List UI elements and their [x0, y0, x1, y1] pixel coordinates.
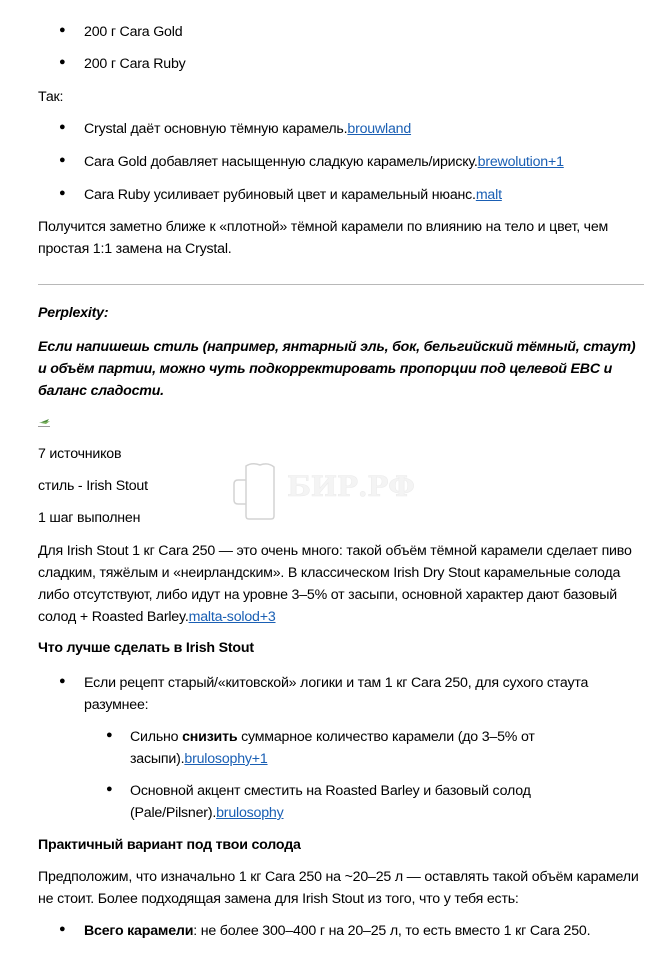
item-text: суммарное количество карамели (до 3–5% от засыпи).: [130, 729, 535, 767]
item-bold-text: Всего карамели: [84, 923, 194, 939]
bullet-icon: ●: [106, 783, 113, 795]
bullet-icon: ●: [59, 923, 66, 935]
item-bold-text: снизить: [182, 729, 238, 745]
bullet-icon: ●: [59, 121, 66, 133]
beer-mug-icon: [232, 462, 442, 522]
tak-label: Так:: [38, 89, 64, 105]
perplexity-label: Perplexity:: [38, 305, 109, 321]
item-text: Основной акцент сместить на Roasted Barley и базовый солод (Pale/Pilsner).: [130, 783, 531, 821]
list-item: [84, 118, 624, 140]
item-text: Cara Gold добавляет насыщенную сладкую карамель/ириску.: [84, 154, 478, 170]
intro-paragraph: [38, 540, 644, 628]
source-link[interactable]: malta-solod+3: [188, 609, 276, 625]
list-item: [84, 920, 624, 942]
item-text: : не более 300–400 г на 20–25 л, то есть вместо 1 кг Cara 250.: [193, 923, 591, 939]
list-item: [84, 184, 624, 206]
list-item: Если рецепт старый/«китовской» логики и там 1 кг Cara 250, для сухого стаута разумнее:: [84, 675, 589, 713]
item-text: Crystal даёт основную тёмную карамель.: [84, 121, 348, 137]
sub-list-item: [130, 726, 554, 770]
list-item: 200 г Cara Gold: [84, 24, 183, 40]
style-text: стиль - Irish Stout: [38, 478, 148, 494]
section-heading: Что лучше сделать в Irish Stout: [38, 640, 254, 656]
item-text: Сильно: [130, 729, 183, 745]
bullet-icon: ●: [59, 187, 66, 199]
source-link[interactable]: brulosophy+1: [184, 751, 268, 767]
source-link[interactable]: brulosophy: [216, 805, 284, 821]
sub-list-item: [130, 780, 554, 824]
divider: [38, 284, 644, 285]
list-item: 200 г Cara Ruby: [84, 56, 186, 72]
perplexity-prompt: Если напишешь стиль (например, янтарный эль, бок, бельгийский тёмный, стаут) и объём партии, можно чуть подкорректировать пропорции под целевой EBC и баланс сладости.: [38, 339, 636, 399]
bullet-icon: ●: [106, 729, 113, 741]
bullet-icon: ●: [59, 154, 66, 166]
summary-paragraph: Получится заметно ближе к «плотной» тёмной карамели по влиянию на тело и цвет, чем простая 1:1 замена на Crystal.: [38, 219, 609, 257]
intro-text: Для Irish Stout 1 кг Cara 250 — это очень много: такой объём тёмной карамели сделает пиво сладким, тяжёлым и «неирландским». В классическом Irish Dry Stout карамельные солода либо отсутствуют, либо идут на уровне 3–5% от засыпи, основной характер дают базовый солод + Roasted Barley.: [38, 543, 632, 625]
source-link[interactable]: brewolution+1: [477, 154, 564, 170]
source-link[interactable]: brouwland: [347, 121, 412, 137]
bullet-icon: ●: [59, 56, 66, 68]
source-link[interactable]: malt: [475, 187, 502, 203]
watermark-text: БИР.РФ: [287, 470, 415, 503]
item-text: Cara Ruby усиливает рубиновый цвет и карамельный нюанс.: [84, 187, 476, 203]
section-heading: Практичный вариант под твои солода: [38, 837, 301, 853]
sources-count[interactable]: 7 источников: [38, 446, 122, 462]
steps-status[interactable]: 1 шаг выполнен: [38, 510, 141, 526]
bullet-icon: ●: [59, 675, 66, 687]
list-item: [84, 151, 624, 173]
section-paragraph: Предположим, что изначально 1 кг Cara 250 на ~20–25 л — оставлять такой объём карамели не стоит. Более подходящая замена для Irish Stout из того, что у тебя есть:: [38, 869, 639, 907]
bullet-icon: ●: [59, 24, 66, 36]
source-favicon-icon: [37, 418, 51, 428]
